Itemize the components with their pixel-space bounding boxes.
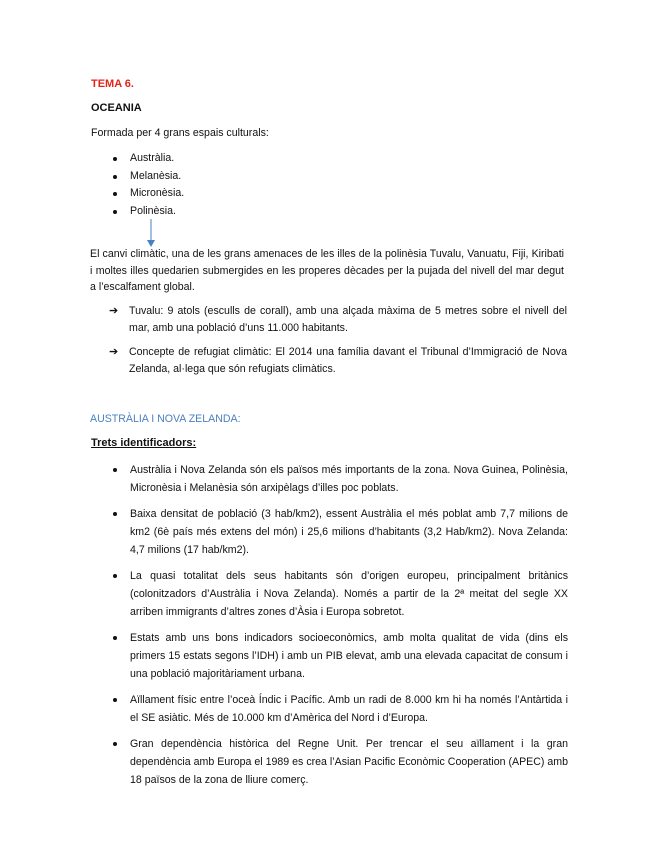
list-item: Micronèsia. — [90, 185, 568, 203]
bullet-icon — [113, 512, 117, 516]
bullet-icon — [113, 698, 117, 702]
bullet-icon — [113, 210, 117, 214]
arrow-list-item: ➔ Concepte de refugiat climàtic: El 2014 una família davant el Tribunal d’Immigració de Nova Zelanda, al·lega que són refugiats climàtics. — [109, 346, 567, 375]
list-item: Polinèsia. — [90, 203, 568, 221]
list-item: Austràlia. — [90, 150, 568, 168]
region-heading: OCEANIA — [91, 102, 142, 114]
arrow-down-icon — [144, 219, 158, 249]
list-item: La quasi totalitat dels seus habitants són d’origen europeu, principalment britànics (colonitzadors d’Austràlia i Nova Zelanda). Només a partir de la 2ª meitat del segle XX arriben immigrants d’altres zones d’Àsia i Europa sobretot. — [90, 567, 568, 621]
arrow-list-item: ➔ Tuvalu: 9 atols (esculls de corall), amb una alçada màxima de 5 metres sobre el nivell del mar, amb una població d’uns 11.000 habitants. — [109, 305, 567, 334]
list-item: Melanèsia. — [90, 168, 568, 186]
list-item: Austràlia i Nova Zelanda són els països més importants de la zona. Nova Guinea, Polinèsia, Micronèsia i Melanèsia són arxipèlags d’illes poc poblats. — [90, 461, 568, 497]
bullet-icon — [113, 468, 117, 472]
intro-text: Formada per 4 grans espais culturals: — [91, 127, 269, 139]
section-heading: AUSTRÀLIA I NOVA ZELANDA: — [90, 413, 241, 425]
bullet-icon — [113, 574, 117, 578]
arrow-right-icon: ➔ — [109, 346, 119, 358]
list-item: Gran dependència històrica del Regne Unit. Per trencar el seu aïllament i la gran dependència amb Europa el 1989 es crea l’Asian Pacific Econòmic Cooperation (APEC) amb 18 països de la zona de lliure comerç. — [90, 735, 568, 789]
cultural-spaces-list — [90, 150, 568, 220]
list-item: Baixa densitat de població (3 hab/km2), essent Austràlia el més poblat amb 7,7 milions de km2 (6è país més extens del món) i 25,6 milions d’habitants (3,2 Hab/km2). Nova Zelanda: 4,7 milions (17 hab/km2). — [90, 505, 568, 559]
bullet-icon — [113, 742, 117, 746]
bullet-icon — [113, 636, 117, 640]
subsection-heading: Trets identificadors: — [91, 437, 197, 449]
arrow-right-icon: ➔ — [109, 305, 119, 317]
bullet-icon — [113, 157, 117, 161]
list-item: Aïllament físic entre l’oceà Índic i Pacífic. Amb un radi de 8.000 km hi ha només l’Antàrtida i el SE asiàtic. Més de 10.000 km d’Amèrica del Nord i d’Europa. — [90, 691, 568, 727]
topic-title: TEMA 6. — [91, 78, 134, 90]
bullet-icon — [113, 192, 117, 196]
climate-paragraph: El canvi climàtic, una de les grans amenaces de les illes de la polinèsia Tuvalu, Vanuatu, Fiji, Kiribati i moltes illes quedarien submergides en les properes dècades per la pujada del nivell del mar degut a l’escalfament global. — [90, 248, 564, 293]
list-item: Estats amb uns bons indicadors socioeconòmics, amb molta qualitat de vida (dins els primers 15 estats segons l’IDH) i amb un PIB elevat, amb una elevada capacitat de consum i una població majoritàriament urbana. — [90, 629, 568, 683]
bullet-icon — [113, 175, 117, 179]
traits-list — [90, 461, 568, 789]
